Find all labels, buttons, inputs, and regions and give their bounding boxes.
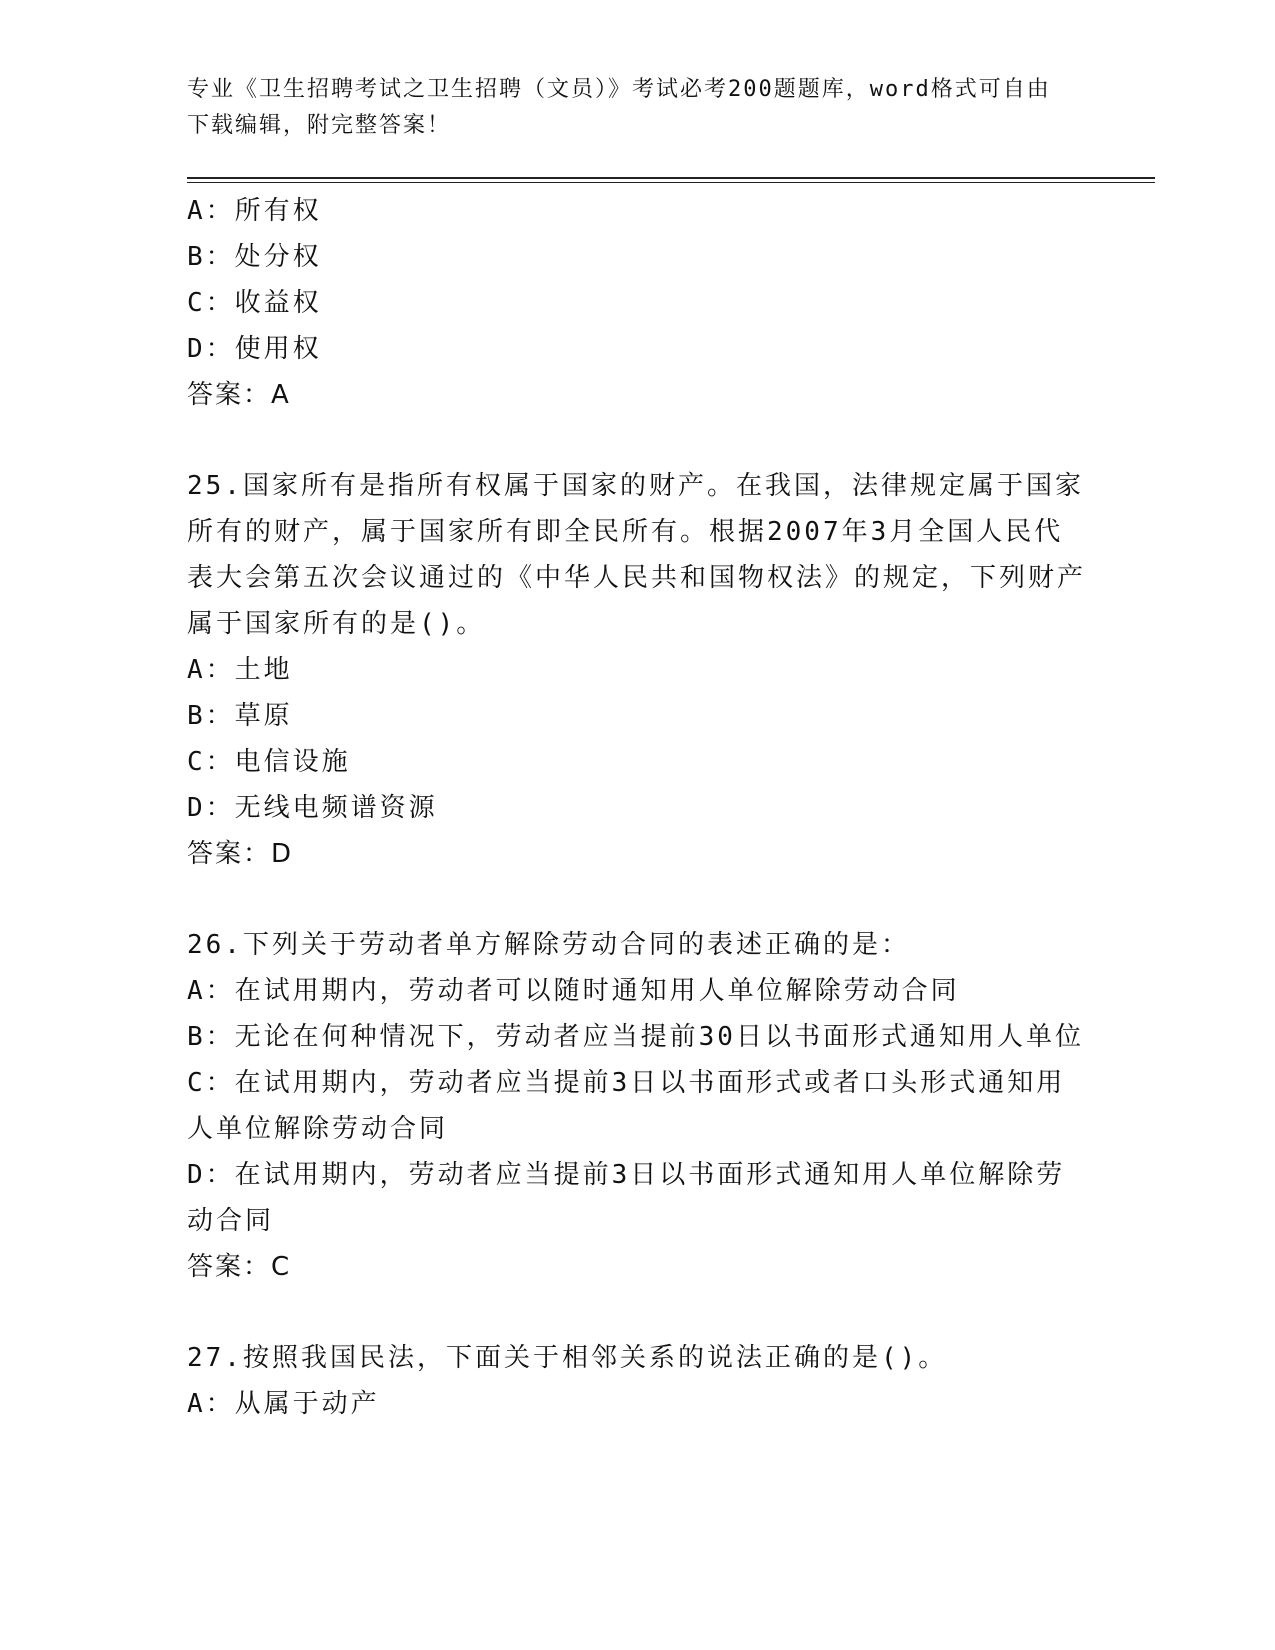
option-a: A：所有权 [187, 196, 322, 226]
option-a: A：土地 [187, 655, 293, 685]
question-stem: 27.按照我国民法，下面关于相邻关系的说法正确的是()。 [187, 1343, 948, 1373]
question-27 [187, 1335, 1087, 1427]
question-26 [187, 922, 1087, 1290]
question-24-tail [187, 188, 1087, 418]
option-c: C：收益权 [187, 288, 322, 318]
header-rule-thin [187, 182, 1155, 183]
header-rule-thick [187, 177, 1155, 179]
question-25 [187, 463, 1087, 877]
option-b: B：无论在何种情况下，劳动者应当提前30日以书面形式通知用人单位 [187, 1022, 1084, 1052]
document-body [187, 188, 1087, 1427]
answer-line: 答案：D [187, 839, 294, 869]
answer-line: 答案：C [187, 1252, 292, 1282]
option-d: D：无线电频谱资源 [187, 793, 438, 823]
option-b: B：处分权 [187, 242, 322, 272]
answer-line: 答案：A [187, 380, 291, 410]
option-c: C：在试用期内，劳动者应当提前3日以书面形式或者口头形式通知用人单位解除劳动合同 [187, 1068, 1066, 1144]
document-header: 专业《卫生招聘考试之卫生招聘（文员）》考试必考200题题库，word格式可自由下载编辑，附完整答案！ [187, 77, 1051, 138]
option-b: B：草原 [187, 701, 293, 731]
option-c: C：电信设施 [187, 747, 351, 777]
option-d: D：使用权 [187, 334, 322, 364]
question-stem: 25.国家所有是指所有权属于国家的财产。在我国，法律规定属于国家所有的财产，属于国家所有即全民所有。根据2007年3月全国人民代表大会第五次会议通过的《中华人民共和国物权法》的规定，下列财产属于国家所有的是()。 [187, 471, 1087, 639]
option-d: D：在试用期内，劳动者应当提前3日以书面形式通知用人单位解除劳动合同 [187, 1160, 1066, 1236]
option-a: A：在试用期内，劳动者可以随时通知用人单位解除劳动合同 [187, 976, 960, 1006]
question-stem: 26.下列关于劳动者单方解除劳动合同的表述正确的是： [187, 930, 910, 960]
option-a: A：从属于动产 [187, 1389, 380, 1419]
